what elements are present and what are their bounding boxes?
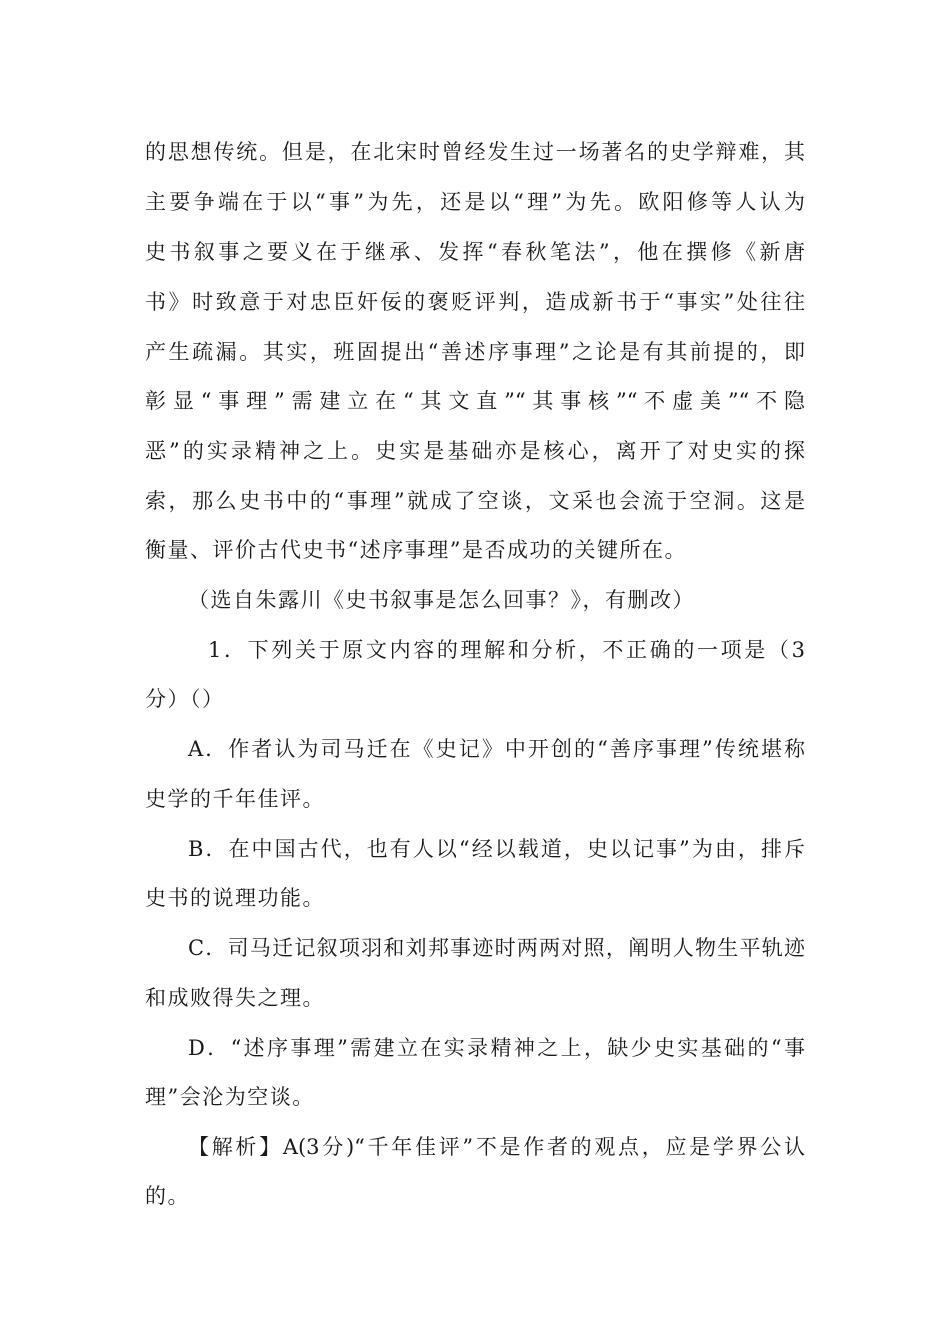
passage-line: 彰显“事理”需建立在“其文直”“其事核”“不虚美”“不隐	[145, 389, 805, 413]
option-b: B．在中国古代，也有人以“经以载道，史以记事”为由，排斥	[188, 837, 805, 861]
passage-line: 索，那么史书中的“事理”就成了空谈，文采也会流于空洞。这是	[145, 489, 805, 513]
option-b-continued: 史书的说理功能。	[145, 886, 325, 910]
option-a-continued: 史学的千年佳评。	[145, 787, 325, 811]
analysis-text-continued: 的。	[145, 1184, 190, 1208]
option-a: A．作者认为司马迁在《史记》中开创的“善序事理”传统堪称	[188, 737, 805, 761]
question-stem-continued: 分）（）	[145, 687, 225, 711]
option-d-continued: 理”会沦为空谈。	[145, 1085, 315, 1109]
option-d: D．“述序事理”需建立在实录精神之上，缺少史实基础的“事	[188, 1036, 805, 1060]
analysis-text: 【解析】A(3分)“千年佳评”不是作者的观点，应是学界公认	[188, 1135, 805, 1159]
passage-line: 主要争端在于以“事”为先，还是以“理”为先。欧阳修等人认为	[145, 190, 805, 214]
passage-line: 书》时致意于对忠臣奸佞的褒贬评判，造成新书于“事实”处往往	[145, 290, 805, 314]
option-c-continued: 和成败得失之理。	[145, 986, 325, 1010]
passage-line: 的思想传统。但是，在北宋时曾经发生过一场著名的史学辩难，其	[145, 140, 805, 164]
passage-line: 史书叙事之要义在于继承、发挥“春秋笔法”，他在撰修《新唐	[145, 240, 805, 264]
option-c: C．司马迁记叙项羽和刘邦事迹时两两对照，阐明人物生平轨迹	[188, 936, 805, 960]
source-citation: （选自朱露川《史书叙事是怎么回事？》，有删改）	[188, 588, 695, 612]
question-stem: 1．下列关于原文内容的理解和分析，不正确的一项是（3	[208, 638, 805, 662]
passage-line: 产生疏漏。其实，班固提出“善述序事理”之论是有其前提的，即	[145, 340, 805, 364]
passage-line: 恶”的实录精神之上。史实是基础亦是核心，离开了对史实的探	[145, 439, 805, 463]
passage-line: 衡量、评价古代史书“述序事理”是否成功的关键所在。	[145, 538, 687, 562]
